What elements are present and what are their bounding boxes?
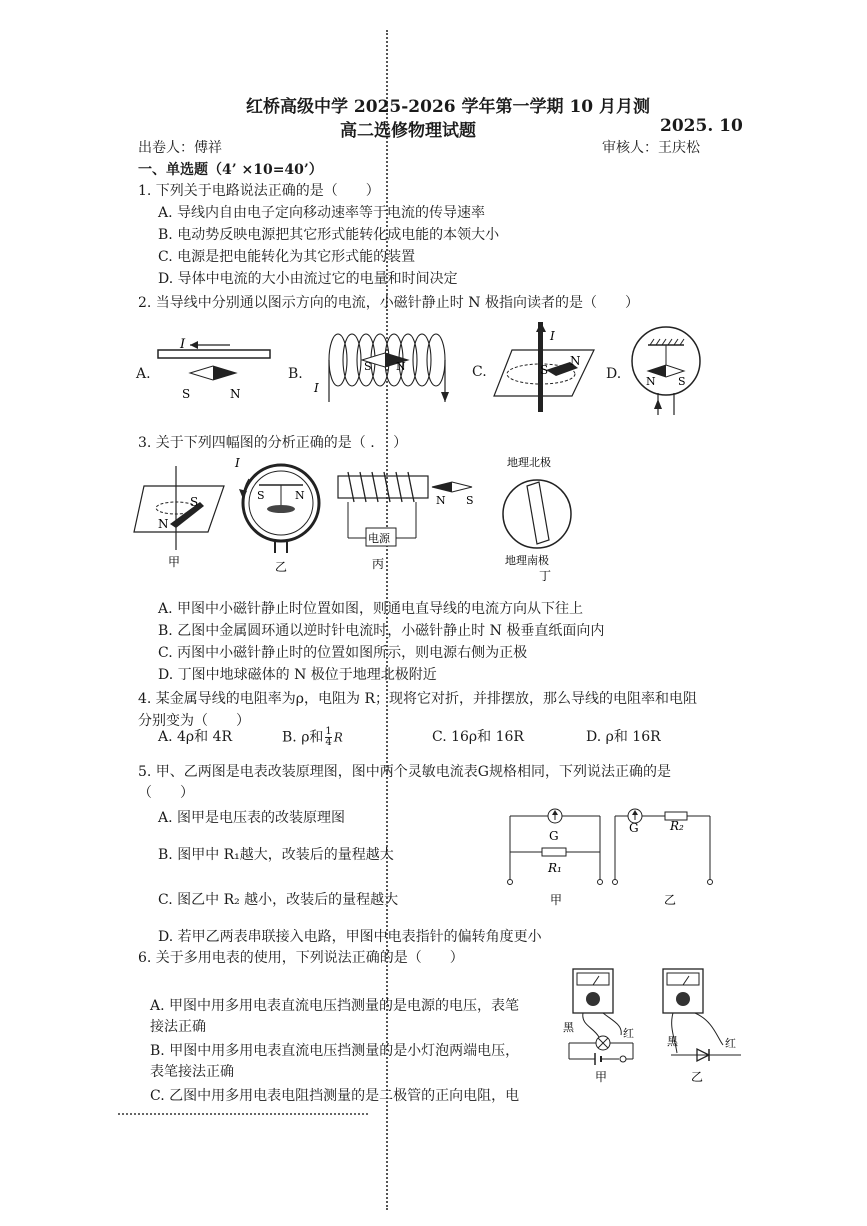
exam-reviewer: 审核人：王庆松	[602, 140, 700, 156]
svg-text:N: N	[158, 517, 169, 531]
q3-caption-bing: 丙	[372, 557, 385, 571]
exam-subtitle: 高二选修物理试题	[340, 121, 476, 141]
q5-option-c: C. 图乙中 R₂ 越小，改装后的量程越大	[158, 892, 399, 908]
svg-text:N: N	[570, 354, 581, 368]
q5-r1-label: R₁	[548, 861, 562, 875]
svg-text:S: S	[678, 375, 686, 388]
exam-date: 2025. 10	[660, 116, 743, 136]
q5-option-b: B. 图甲中 R₁越大，改装后的量程越大	[158, 847, 394, 863]
q3-caption-ding: 丁	[539, 569, 552, 583]
q5-jia-g-label: G	[549, 829, 559, 843]
svg-text:N: N	[295, 489, 305, 502]
q3-option-c: C. 丙图中小磁针静止时的位置如图所示，则电源右侧为正极	[158, 645, 528, 661]
q5-caption-yi: 乙	[664, 893, 677, 907]
q5-stem-line1: 5. 甲、乙两图是电表改装原理图，图中两个灵敏电流表G规格相同，下列说法正确的是	[138, 764, 671, 780]
q6-jia-red-label: 红	[623, 1027, 634, 1040]
q3-power-label: 电源	[368, 532, 390, 545]
q5-figures	[500, 800, 725, 910]
q1-option-c: C. 电源是把电能转化为其它形式能的装置	[158, 249, 416, 265]
exam-title: 红桥高级中学 2025-2026 学年第一学期 10 月月测	[246, 97, 651, 117]
q6-option-b-line2: 表笔接法正确	[150, 1064, 234, 1080]
q2a-current-label: I	[180, 337, 186, 352]
q6-caption-jia: 甲	[595, 1070, 608, 1084]
svg-text:S: S	[364, 360, 372, 373]
q4-option-a: A. 4ρ和 4R	[158, 729, 233, 745]
svg-text:I: I	[314, 381, 319, 395]
q6-option-c-line1: C. 乙图中用多用电表电阻挡测量的是二极管的正向电阻，电	[150, 1088, 520, 1104]
q1-option-b: B. 电动势反映电源把其它形式能转化成电能的本领大小	[158, 227, 500, 243]
q3-option-d: D. 丁图中地球磁体的 N 极位于地理北极附近	[158, 667, 437, 683]
q6-yi-red-label: 红	[725, 1037, 736, 1050]
q6-stem: 6. 关于多用电表的使用，下列说法正确的是（ ）	[138, 950, 464, 966]
q6-option-b-line1: B. 甲图中用多用电表直流电压挡测量的是小灯泡两端电压，	[150, 1043, 520, 1059]
svg-text:S: S	[190, 495, 199, 509]
svg-text:I: I	[550, 329, 555, 343]
q6-figures	[563, 965, 748, 1085]
q4-option-c: C. 16ρ和 16R	[432, 729, 524, 745]
q6-option-a-line1: A. 甲图中用多用电表直流电压挡测量的是电源的电压，表笔	[150, 998, 520, 1014]
q3-option-b: B. 乙图中金属圆环通以逆时针电流时，小磁针静止时 N 极垂直纸面向内	[158, 623, 605, 639]
q6-option-a-line2: 接法正确	[150, 1019, 206, 1035]
svg-text:N: N	[646, 375, 656, 388]
q3-caption-jia: 甲	[168, 555, 181, 569]
q2-figure-c	[490, 318, 600, 418]
q5-stem-line2: （ ）	[138, 785, 194, 801]
q3-figure-jia	[130, 462, 230, 572]
bottom-dotted-rule	[118, 1113, 368, 1115]
svg-text:S: S	[540, 363, 549, 377]
q4-option-b: B. ρ和 $\frac{1}{4}$ R	[282, 726, 343, 748]
q4-stem-line2: 分别变为（ ）	[138, 713, 250, 729]
q4-stem-line1: 4. 某金属导线的电阻率为ρ，电阻为 R；现将它对折，并排摆放，那么导线的电阻率和电阻	[138, 691, 698, 707]
q3-caption-yi: 乙	[275, 560, 288, 574]
q2a-n-label: N	[230, 387, 241, 401]
q5-option-a: A. 图甲是电压表的改装原理图	[158, 810, 346, 826]
q3-figure-yi	[235, 455, 325, 575]
q3-geo-north: 地理北极	[507, 456, 551, 469]
q5-option-d: D. 若甲乙两表串联接入电路，甲图中电表指针的偏转角度更小	[158, 929, 542, 945]
q2-option-a-label: A.	[136, 366, 151, 382]
q2-figure-d	[628, 323, 708, 418]
q3-figure-bing	[332, 468, 502, 576]
svg-text:N: N	[436, 494, 446, 507]
q1-option-d: D. 导体中电流的大小由流过它的电量和时间决定	[158, 271, 458, 287]
q6-caption-yi: 乙	[691, 1070, 704, 1084]
q3-geo-south: 地理南极	[505, 554, 549, 567]
exam-author: 出卷人：傅祥	[138, 140, 222, 156]
q2-option-b-label: B.	[288, 366, 303, 382]
q2-option-d-label: D.	[606, 366, 622, 382]
svg-text:S: S	[466, 494, 474, 507]
q5-yi-g-label: G	[629, 821, 639, 835]
q5-caption-jia: 甲	[550, 893, 563, 907]
q6-yi-black-label: 黑	[667, 1035, 678, 1048]
svg-text:I: I	[235, 456, 240, 470]
q3-option-a: A. 甲图中小磁针静止时位置如图，则通电直导线的电流方向从下往上	[158, 601, 584, 617]
svg-text:N: N	[396, 360, 406, 373]
q1-stem: 1. 下列关于电路说法正确的是（ ）	[138, 183, 380, 199]
q2-option-c-label: C.	[472, 364, 487, 380]
q2a-s-label: S	[182, 387, 191, 401]
section-heading: 一、单选题（4’ ×10=40’）	[138, 162, 323, 178]
q4-option-d: D. ρ和 16R	[586, 729, 661, 745]
q2-figure-b	[310, 330, 460, 410]
q3-stem: 3. 关于下列四幅图的分析正确的是（ . ）	[138, 435, 408, 451]
q5-r2-label: R₂	[670, 819, 684, 833]
q2-stem: 2. 当导线中分别通以图示方向的电流，小磁针静止时 N 极指向读者的是（ ）	[138, 295, 639, 311]
q2-figure-a	[150, 330, 280, 405]
svg-text:S: S	[257, 489, 265, 502]
q3-figure-ding	[495, 452, 585, 582]
q1-option-a: A. 导线内自由电子定向移动速率等于电流的传导速率	[158, 205, 486, 221]
q6-jia-black-label: 黑	[563, 1021, 574, 1034]
